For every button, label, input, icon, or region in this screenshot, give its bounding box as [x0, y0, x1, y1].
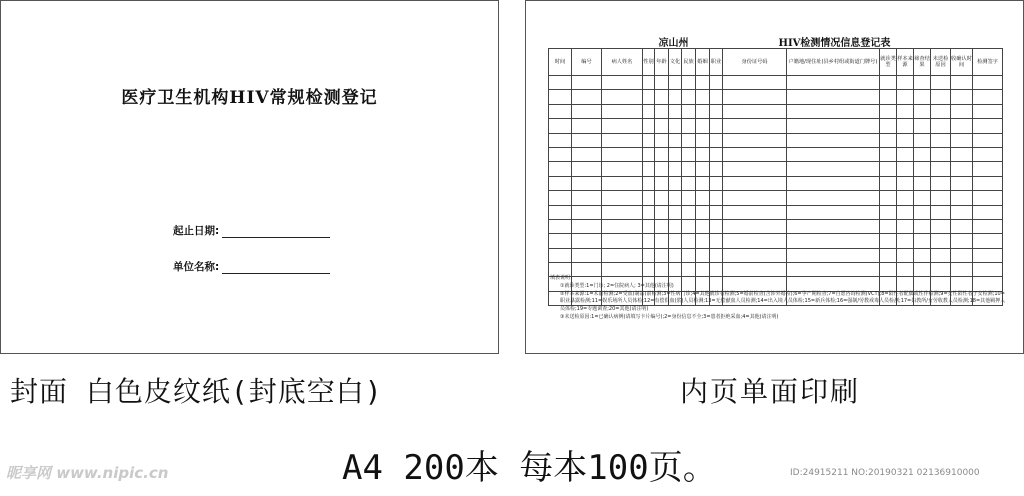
table-cell[interactable] — [787, 176, 880, 190]
table-cell[interactable] — [602, 90, 643, 104]
table-row — [549, 119, 1003, 133]
table-row — [549, 104, 1003, 118]
table-cell[interactable] — [682, 234, 696, 248]
column-header: 检测签字 — [973, 49, 1003, 76]
table-cell[interactable] — [897, 176, 914, 190]
table-cell[interactable] — [602, 234, 643, 248]
column-header: 编号 — [572, 49, 602, 76]
table-cell[interactable] — [549, 234, 572, 248]
table-cell[interactable] — [643, 104, 655, 118]
table-cell[interactable] — [897, 191, 914, 205]
table-cell[interactable] — [655, 90, 669, 104]
table-cell[interactable] — [951, 205, 973, 219]
table-cell[interactable] — [880, 234, 897, 248]
table-cell[interactable] — [723, 205, 787, 219]
table-cell[interactable] — [572, 219, 602, 233]
unit-name-label: 单位名称: — [173, 261, 220, 273]
table-cell[interactable] — [723, 176, 787, 190]
table-cell[interactable] — [914, 234, 931, 248]
table-cell[interactable] — [931, 248, 951, 262]
table-cell[interactable] — [643, 162, 655, 176]
table-cell[interactable] — [723, 119, 787, 133]
column-header: 民族 — [682, 49, 696, 76]
table-cell[interactable] — [696, 147, 710, 161]
table-cell[interactable] — [973, 90, 1003, 104]
table-cell[interactable] — [931, 147, 951, 161]
table-cell[interactable] — [669, 133, 682, 147]
inner-caption: 内页单面印刷 — [680, 375, 861, 408]
table-cell[interactable] — [655, 119, 669, 133]
column-header: 未送检原因 — [931, 49, 951, 76]
column-header: 性别 — [643, 49, 655, 76]
table-cell[interactable] — [723, 162, 787, 176]
table-cell[interactable] — [951, 176, 973, 190]
table-cell[interactable] — [787, 76, 880, 90]
table-cell[interactable] — [951, 234, 973, 248]
table-row — [549, 191, 1003, 205]
table-cell[interactable] — [549, 191, 572, 205]
table-cell[interactable] — [931, 162, 951, 176]
table-header-row — [549, 49, 1003, 76]
table-cell[interactable] — [655, 234, 669, 248]
column-header: 筛查结果 — [914, 49, 931, 76]
table-cell[interactable] — [602, 176, 643, 190]
table-row — [549, 76, 1003, 90]
inner-page — [525, 0, 1024, 354]
column-header: 病人姓名 — [602, 49, 643, 76]
form-title — [526, 34, 1023, 49]
table-cell[interactable] — [787, 147, 880, 161]
table-cell[interactable] — [973, 248, 1003, 262]
table-cell[interactable] — [973, 104, 1003, 118]
table-body — [549, 76, 1003, 306]
column-header: 收确认时间 — [951, 49, 973, 76]
table-cell[interactable] — [669, 234, 682, 248]
table-cell[interactable] — [572, 133, 602, 147]
table-row — [549, 133, 1003, 147]
table-cell[interactable] — [549, 248, 572, 262]
column-header: 文化 — [669, 49, 682, 76]
table-cell[interactable] — [951, 219, 973, 233]
table-cell[interactable] — [710, 90, 723, 104]
table-cell[interactable] — [914, 248, 931, 262]
table-cell[interactable] — [669, 162, 682, 176]
table-cell[interactable] — [549, 119, 572, 133]
table-cell[interactable] — [549, 219, 572, 233]
table-cell[interactable] — [710, 76, 723, 90]
table-cell[interactable] — [696, 191, 710, 205]
unit-name-field — [173, 259, 330, 274]
table-cell[interactable] — [602, 147, 643, 161]
instruction-line: ①就诊类型:1=门诊; 2=住院病人; 3=其他(请注明) — [560, 282, 674, 289]
table-cell[interactable] — [897, 119, 914, 133]
table-cell[interactable] — [723, 234, 787, 248]
table-cell[interactable] — [549, 147, 572, 161]
column-header: 年龄 — [655, 49, 669, 76]
form-title-prefix: 凉山州 — [658, 38, 689, 49]
table-cell[interactable] — [897, 162, 914, 176]
site-watermark: 昵享网 www.nipic.cn — [6, 464, 169, 482]
column-header: 婚姻 — [696, 49, 710, 76]
table-cell[interactable] — [572, 90, 602, 104]
table-cell[interactable] — [669, 248, 682, 262]
table-cell[interactable] — [682, 219, 696, 233]
table-cell[interactable] — [602, 205, 643, 219]
table-cell[interactable] — [643, 205, 655, 219]
table-cell[interactable] — [787, 205, 880, 219]
table-cell[interactable] — [897, 219, 914, 233]
id-watermark: ID:24915211 NO:20190321 02136910000 — [790, 468, 980, 478]
table-cell[interactable] — [787, 104, 880, 118]
table-cell[interactable] — [710, 176, 723, 190]
table-cell[interactable] — [723, 104, 787, 118]
table-row — [549, 90, 1003, 104]
table-cell[interactable] — [723, 76, 787, 90]
table-cell[interactable] — [710, 248, 723, 262]
table-cell[interactable] — [710, 147, 723, 161]
table-cell[interactable] — [973, 162, 1003, 176]
table-cell[interactable] — [655, 147, 669, 161]
instruction-line: ②样本来源:1=术前检测;2=受血(制品)前检测;3=性病门诊;4=其他就诊者检测;5=婚前检查(含涉外婚检);6=孕产期检查;7=自愿咨询检测(VCT);8=阳性者配偶或性伴检测;9=女性阳性者子女检测;10=职业暴露检测;11=娱乐场所人员体检;12=有偿供血(浆)人员检测;13=无偿献血人员检测;14=出入境人员体检;15=新兵体检;16=强制/劳教戒毒人员检测;17=妇教所/女劳收教人员检测;18=其他羁押人员体检;19=专题调查;20=其他(请注明) — [560, 290, 1006, 313]
table-cell[interactable] — [696, 76, 710, 90]
table-cell[interactable] — [880, 76, 897, 90]
table-cell[interactable] — [931, 219, 951, 233]
table-cell[interactable] — [549, 176, 572, 190]
table-cell[interactable] — [602, 219, 643, 233]
table-cell[interactable] — [655, 176, 669, 190]
table-cell[interactable] — [897, 90, 914, 104]
table-cell[interactable] — [880, 104, 897, 118]
table-cell[interactable] — [914, 90, 931, 104]
cover-caption: 封面 白色皮纹纸(封底空白) — [10, 375, 383, 408]
table-cell[interactable] — [914, 219, 931, 233]
table-cell[interactable] — [602, 162, 643, 176]
table-cell[interactable] — [787, 234, 880, 248]
table-cell[interactable] — [696, 119, 710, 133]
table-cell[interactable] — [602, 119, 643, 133]
table-cell[interactable] — [643, 76, 655, 90]
table-row — [549, 147, 1003, 161]
table-cell[interactable] — [931, 90, 951, 104]
table-cell[interactable] — [914, 191, 931, 205]
table-cell[interactable] — [572, 147, 602, 161]
table-cell[interactable] — [951, 133, 973, 147]
table-cell[interactable] — [973, 76, 1003, 90]
table-cell[interactable] — [914, 104, 931, 118]
table-cell[interactable] — [643, 133, 655, 147]
table-cell[interactable] — [549, 76, 572, 90]
table-cell[interactable] — [880, 205, 897, 219]
table-cell[interactable] — [669, 119, 682, 133]
table-cell[interactable] — [897, 248, 914, 262]
table-cell[interactable] — [572, 162, 602, 176]
table-cell[interactable] — [787, 219, 880, 233]
table-row — [549, 219, 1003, 233]
table-cell[interactable] — [951, 248, 973, 262]
table-cell[interactable] — [787, 90, 880, 104]
table-cell[interactable] — [572, 76, 602, 90]
table-cell[interactable] — [572, 191, 602, 205]
table-row — [549, 176, 1003, 190]
table-cell[interactable] — [696, 205, 710, 219]
table-cell[interactable] — [682, 119, 696, 133]
table-cell[interactable] — [723, 90, 787, 104]
table-cell[interactable] — [931, 205, 951, 219]
table-cell[interactable] — [696, 248, 710, 262]
column-header: 职业 — [710, 49, 723, 76]
table-cell[interactable] — [723, 133, 787, 147]
table-cell[interactable] — [897, 147, 914, 161]
start-end-date-field — [173, 223, 330, 238]
table-cell[interactable] — [549, 104, 572, 118]
start-end-date-label: 起止日期: — [173, 225, 220, 237]
table-cell[interactable] — [682, 133, 696, 147]
table-cell[interactable] — [787, 191, 880, 205]
table-cell[interactable] — [602, 104, 643, 118]
table-cell[interactable] — [643, 119, 655, 133]
table-cell[interactable] — [572, 248, 602, 262]
cover-page — [0, 0, 499, 354]
table-cell[interactable] — [643, 191, 655, 205]
table-cell[interactable] — [696, 176, 710, 190]
table-cell[interactable] — [669, 104, 682, 118]
cover-title: 医疗卫生机构HIV常规检测登记 — [121, 88, 378, 108]
table-cell[interactable] — [669, 205, 682, 219]
table-cell[interactable] — [549, 162, 572, 176]
unit-name-line — [222, 263, 330, 274]
table-cell[interactable] — [931, 104, 951, 118]
table-cell[interactable] — [572, 104, 602, 118]
table-cell[interactable] — [914, 119, 931, 133]
column-header: 时间 — [549, 49, 572, 76]
table-cell[interactable] — [549, 90, 572, 104]
table-cell[interactable] — [682, 90, 696, 104]
register-table — [548, 48, 1003, 306]
table-cell[interactable] — [880, 119, 897, 133]
table-cell[interactable] — [973, 176, 1003, 190]
table-cell[interactable] — [931, 234, 951, 248]
table-cell[interactable] — [549, 205, 572, 219]
table-cell[interactable] — [696, 162, 710, 176]
column-header: 户籍地/现住址(县乡村组或街道门牌号) — [787, 49, 880, 76]
table-cell[interactable] — [655, 248, 669, 262]
instruction-line: ③未送检原因:1=已确认病例(请填写卡片编号);2=身份信息不全;3=患者拒绝采血;4=其他(请注明) — [560, 313, 779, 320]
start-end-date-line — [222, 227, 330, 238]
table-cell[interactable] — [723, 248, 787, 262]
table-cell[interactable] — [723, 147, 787, 161]
table-cell[interactable] — [682, 162, 696, 176]
table-cell[interactable] — [880, 176, 897, 190]
table-cell[interactable] — [682, 248, 696, 262]
table-cell[interactable] — [787, 162, 880, 176]
table-cell[interactable] — [880, 90, 897, 104]
table-cell[interactable] — [914, 147, 931, 161]
table-cell[interactable] — [696, 90, 710, 104]
table-cell[interactable] — [897, 104, 914, 118]
table-cell[interactable] — [669, 219, 682, 233]
table-cell[interactable] — [572, 176, 602, 190]
table-cell[interactable] — [973, 205, 1003, 219]
table-cell[interactable] — [973, 234, 1003, 248]
table-cell[interactable] — [951, 147, 973, 161]
table-cell[interactable] — [787, 248, 880, 262]
table-cell[interactable] — [931, 133, 951, 147]
table-cell[interactable] — [602, 191, 643, 205]
table-cell[interactable] — [880, 248, 897, 262]
table-cell[interactable] — [897, 133, 914, 147]
table-row — [549, 205, 1003, 219]
table-cell[interactable] — [655, 162, 669, 176]
table-cell[interactable] — [696, 104, 710, 118]
table-cell[interactable] — [931, 176, 951, 190]
table-cell[interactable] — [914, 133, 931, 147]
table-cell[interactable] — [643, 176, 655, 190]
table-cell[interactable] — [931, 119, 951, 133]
table-cell[interactable] — [710, 191, 723, 205]
fill-instructions — [550, 275, 1006, 322]
table-cell[interactable] — [669, 147, 682, 161]
table-cell[interactable] — [931, 191, 951, 205]
table-cell[interactable] — [643, 90, 655, 104]
table-cell[interactable] — [549, 133, 572, 147]
table-cell[interactable] — [682, 147, 696, 161]
table-cell[interactable] — [572, 234, 602, 248]
table-cell[interactable] — [643, 147, 655, 161]
table-cell[interactable] — [572, 119, 602, 133]
table-cell[interactable] — [973, 133, 1003, 147]
table-cell[interactable] — [655, 205, 669, 219]
table-cell[interactable] — [682, 76, 696, 90]
table-cell[interactable] — [931, 76, 951, 90]
table-cell[interactable] — [602, 248, 643, 262]
table-cell[interactable] — [880, 191, 897, 205]
table-cell[interactable] — [710, 119, 723, 133]
table-cell[interactable] — [696, 234, 710, 248]
table-cell[interactable] — [696, 133, 710, 147]
table-cell[interactable] — [914, 176, 931, 190]
table-cell[interactable] — [710, 219, 723, 233]
column-header: 就诊类型 — [880, 49, 897, 76]
table-cell[interactable] — [696, 219, 710, 233]
table-cell[interactable] — [655, 133, 669, 147]
table-row — [549, 162, 1003, 176]
instruction-line: 填表说明： — [550, 275, 576, 281]
table-cell[interactable] — [682, 205, 696, 219]
table-cell[interactable] — [723, 191, 787, 205]
table-row — [549, 234, 1003, 248]
table-cell[interactable] — [897, 205, 914, 219]
table-cell[interactable] — [897, 76, 914, 90]
table-cell[interactable] — [669, 76, 682, 90]
table-row — [549, 248, 1003, 262]
table-cell[interactable] — [643, 248, 655, 262]
table-cell[interactable] — [710, 234, 723, 248]
table-cell[interactable] — [655, 191, 669, 205]
table-cell[interactable] — [710, 205, 723, 219]
table-cell[interactable] — [880, 147, 897, 161]
column-header: 身份证号码 — [723, 49, 787, 76]
table-cell[interactable] — [951, 104, 973, 118]
table-cell[interactable] — [710, 162, 723, 176]
table-cell[interactable] — [669, 90, 682, 104]
table-cell[interactable] — [655, 219, 669, 233]
table-cell[interactable] — [951, 119, 973, 133]
table-cell[interactable] — [643, 234, 655, 248]
table-cell[interactable] — [973, 219, 1003, 233]
spec-caption: A4 200本 每本100页。 — [342, 448, 717, 488]
table-cell[interactable] — [723, 219, 787, 233]
table-cell[interactable] — [914, 76, 931, 90]
table-cell[interactable] — [710, 133, 723, 147]
table-cell[interactable] — [643, 219, 655, 233]
table-cell[interactable] — [973, 119, 1003, 133]
table-cell[interactable] — [951, 90, 973, 104]
table-cell[interactable] — [682, 191, 696, 205]
table-cell[interactable] — [973, 191, 1003, 205]
table-cell[interactable] — [682, 104, 696, 118]
column-header: 样本来源 — [897, 49, 914, 76]
table-cell[interactable] — [914, 162, 931, 176]
table-cell[interactable] — [787, 119, 880, 133]
table-cell[interactable] — [951, 191, 973, 205]
table-cell[interactable] — [880, 162, 897, 176]
table-cell[interactable] — [880, 133, 897, 147]
table-cell[interactable] — [880, 219, 897, 233]
table-cell[interactable] — [669, 191, 682, 205]
table-cell[interactable] — [710, 104, 723, 118]
table-cell[interactable] — [973, 147, 1003, 161]
table-cell[interactable] — [655, 76, 669, 90]
table-cell[interactable] — [914, 205, 931, 219]
form-title-suffix: HIV检测情况信息登记表 — [778, 38, 891, 49]
table-cell[interactable] — [602, 76, 643, 90]
table-cell[interactable] — [951, 162, 973, 176]
table-cell[interactable] — [951, 76, 973, 90]
table-cell[interactable] — [602, 133, 643, 147]
table-cell[interactable] — [572, 205, 602, 219]
table-cell[interactable] — [655, 104, 669, 118]
table-cell[interactable] — [682, 176, 696, 190]
table-cell[interactable] — [669, 176, 682, 190]
table-cell[interactable] — [897, 234, 914, 248]
table-cell[interactable] — [787, 133, 880, 147]
